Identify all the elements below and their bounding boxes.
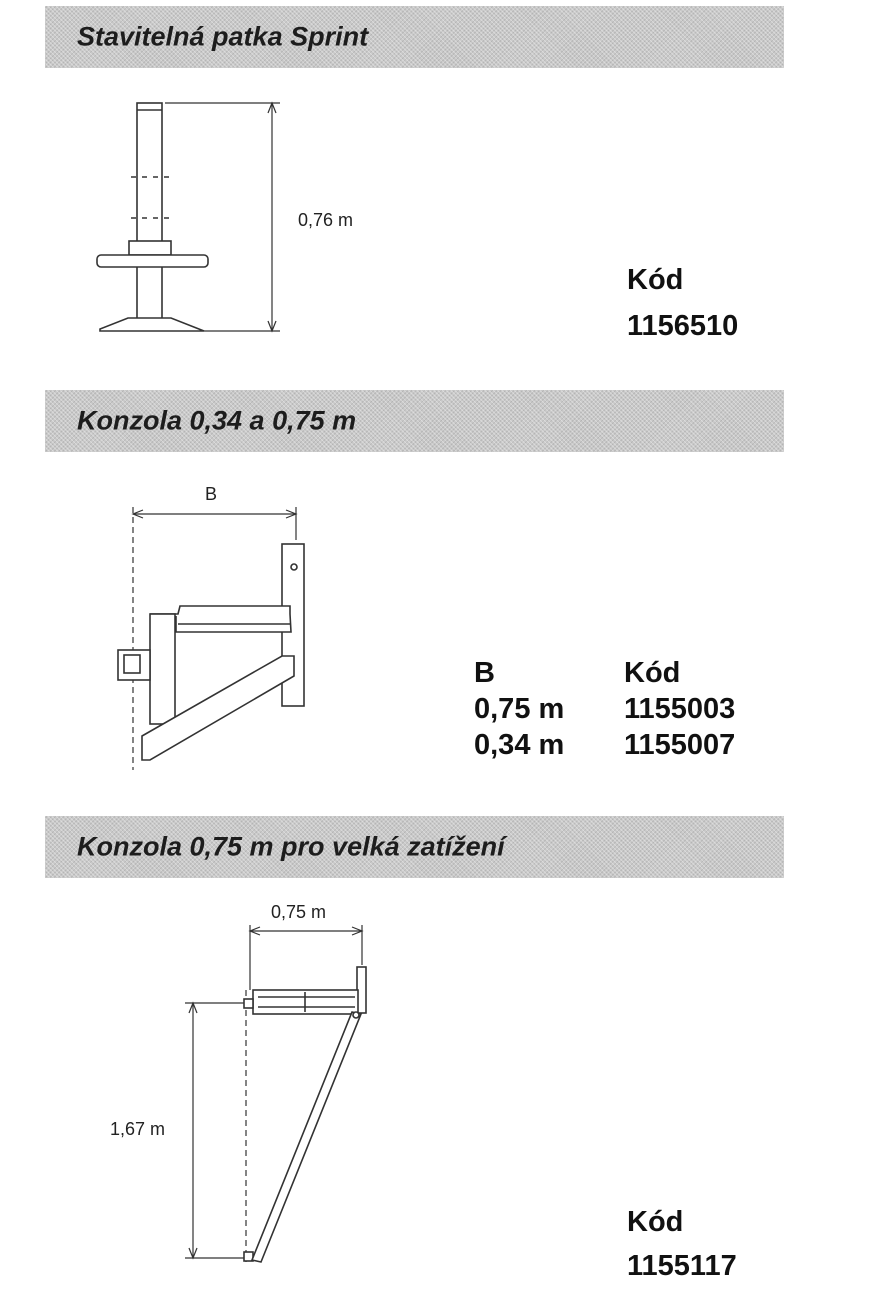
section-title: Konzola 0,75 m pro velká zatížení [77, 831, 505, 862]
table-header-code: Kód [624, 657, 681, 689]
table-header-b: B [474, 657, 495, 689]
code-label: Kód [627, 1206, 684, 1238]
code-label: Kód [627, 264, 684, 296]
table-cell-code: 1155007 [624, 729, 736, 761]
table-cell-size: 0,75 m [474, 693, 565, 725]
table-cell-code: 1155003 [624, 693, 736, 725]
table-cell-size: 0,34 m [474, 729, 565, 761]
section-title: Stavitelná patka Sprint [77, 21, 369, 52]
height-dimension-label: 0,76 m [298, 210, 354, 230]
width-dimension-label: 0,75 m [271, 902, 327, 922]
height-dimension-label: 1,67 m [110, 1119, 166, 1139]
product-code: 1155117 [627, 1250, 737, 1282]
section-title: Konzola 0,34 a 0,75 m [77, 405, 357, 436]
width-dimension-label: B [205, 484, 218, 504]
product-code: 1156510 [627, 310, 739, 342]
